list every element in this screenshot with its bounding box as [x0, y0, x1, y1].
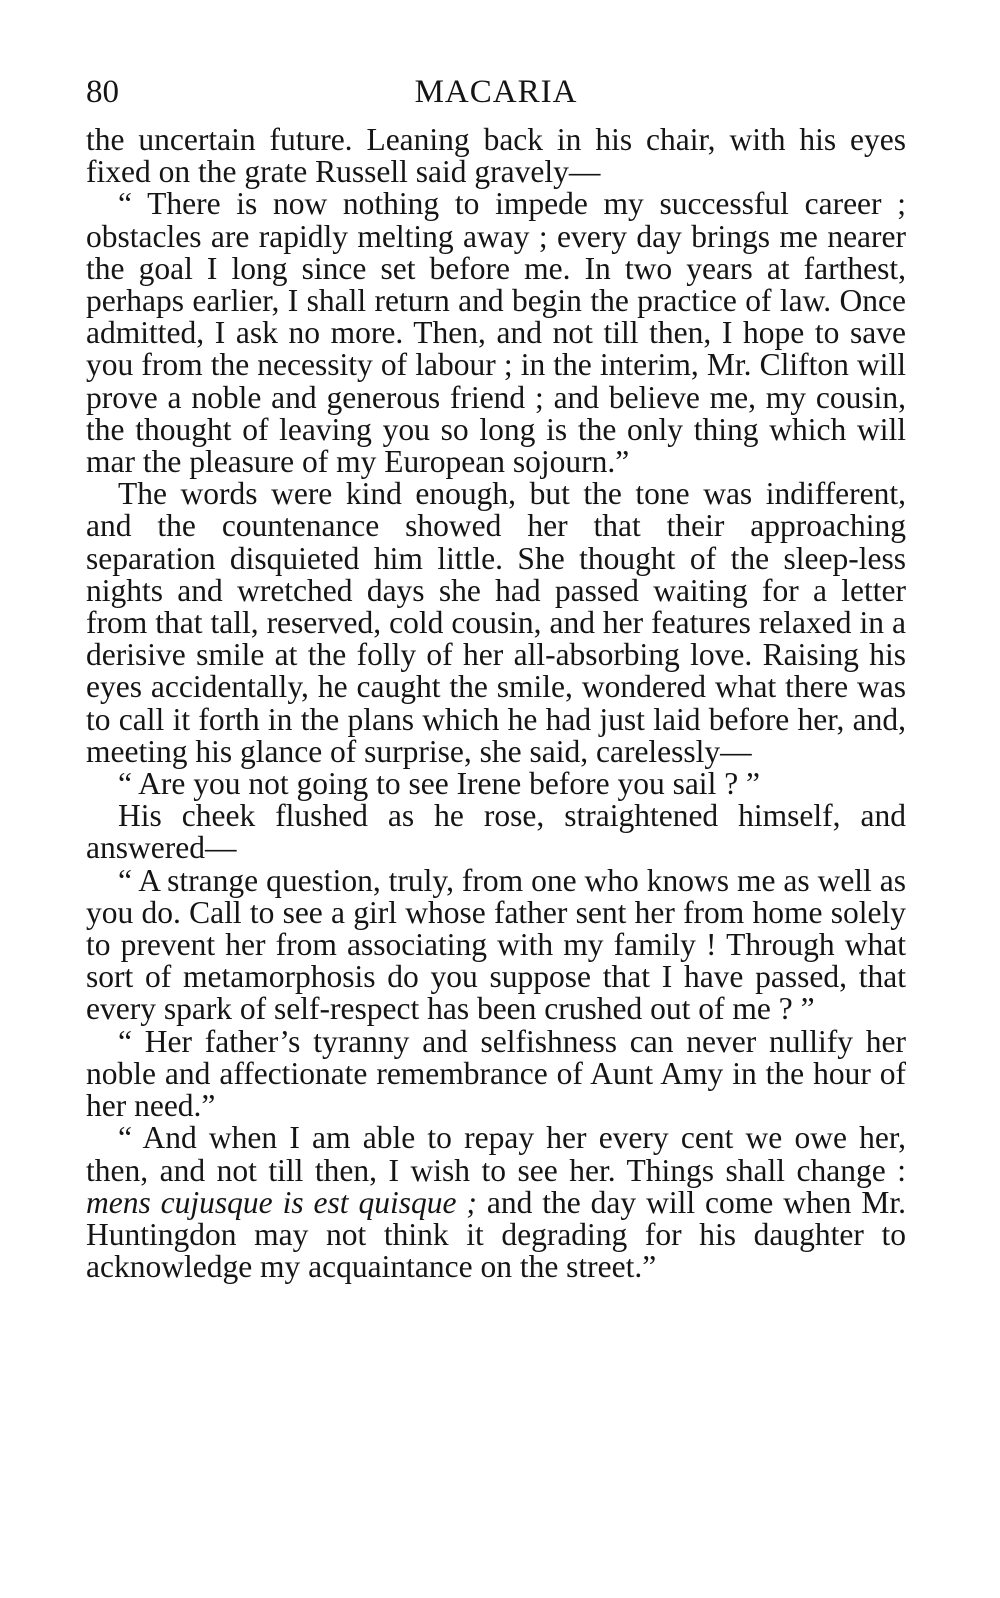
running-title: MACARIA	[414, 74, 578, 110]
page-header	[86, 68, 906, 116]
page-number: 80	[86, 74, 119, 110]
paragraph-answer-intro: His cheek flushed as he rose, straightened himself, and answered—	[86, 798, 906, 866]
body-text	[86, 124, 906, 1283]
paragraph-final	[86, 1122, 906, 1283]
paragraph-continuation: the uncertain future. Leaning back in his chair, with his eyes fixed on the grate Russell said gravely—	[86, 122, 906, 190]
paragraph-cousin-reply: “ Her father’s tyranny and selfishness can never nullify her noble and affectionate remembrance of Aunt Amy in the hour of her need.”	[86, 1023, 906, 1124]
paragraph-narration: The words were kind enough, but the tone was indifferent, and the countenance showed her that their approaching separation disquieted him little. She thought of the sleep-less nights and wretched days she had passed waiting for a letter from that tall, reserved, cold cousin, and her features relaxed in a derisive smile at the folly of her all-absorbing love. Raising his eyes accidentally, he caught the smile, wondered what there was to call it forth in the plans which he had just laid before her, and, meeting his glance of surprise, she said, carelessly—	[86, 476, 906, 769]
paragraph-question: “ Are you not going to see Irene before you sail ? ”	[118, 766, 761, 802]
latin-phrase: mens cujusque is est quisque ;	[86, 1184, 477, 1220]
final-text-before: “ And when I am able to repay her every cent we owe her, then, and not till then, I wish to see her. Things shall change :	[86, 1120, 906, 1188]
final-text-after: and the day will come when Mr. Huntingdon may not think it degrading for his daughter to acknowledge my acquaintance on the street.”	[86, 1184, 907, 1285]
paragraph-russell-speech: “ There is now nothing to impede my successful career ; obstacles are rapidly melting away ; every day brings me nearer the goal I long since set before me. In two years at farthest, perhaps earlier, I shall return and begin the practice of law. Once admitted, I ask no more. Then, and not till then, I hope to save you from the necessity of labour ; in the interim, Mr. Clifton will prove a noble and generous friend ; and believe me, my cousin, the thought of leaving you so long is the only thing which will mar the pleasure of my European sojourn.”	[86, 186, 906, 480]
paragraph-russell-reply: “ A strange question, truly, from one who knows me as well as you do. Call to see a girl whose father sent her from home solely to prevent her from associating with my family ! Through what sort of metamorphosis do you suppose that I have passed, that every spark of self-respect has been crushed out of me ? ”	[86, 862, 906, 1027]
